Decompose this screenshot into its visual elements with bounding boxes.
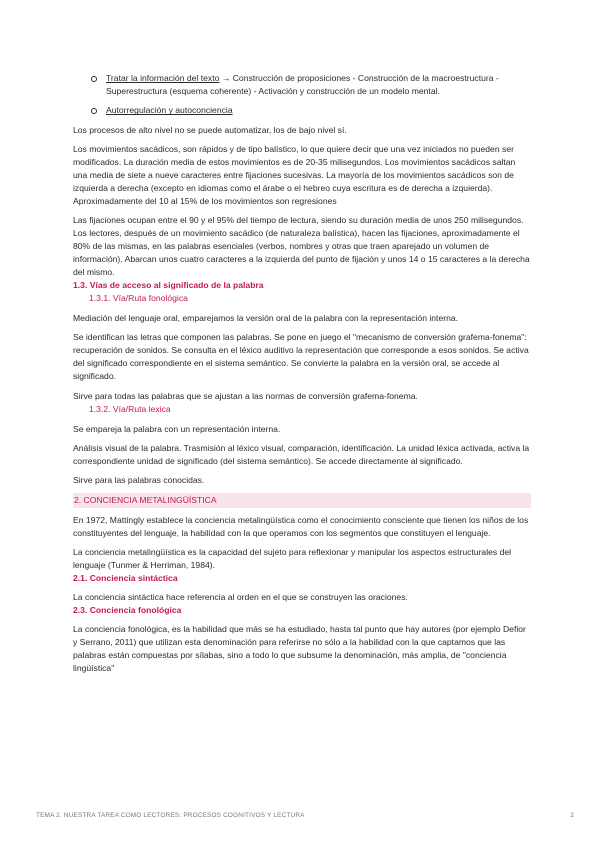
paragraph-sirve-fonologica: Sirve para todas las palabras que se ajustan a las normas de conversión grafema-fonema. (73, 390, 418, 401)
paragraph-mediacion: Mediación del lenguaje oral, emparejamos la versión oral de la palabra con la representación interna. (73, 312, 459, 323)
hollow-bullet-icon (91, 108, 97, 114)
paragraph-sacadicos: Los movimientos sacádicos, son rápidos y de tipo balístico, lo que quiere decir que una vez iniciados no pueden ser modificados. La duración media de estos movimientos es de 20-35 milisegundos. Los movimientos sacádicos saltan una media de siete a nueve caracteres entre fijaciones sucesivas. La mayoría de los movimientos sacádicos son de izquierda a derecha (excepto en idiomas como el árabe o el hebreo cuya escritura es de derecha a izquierda). Aproximadamente del 10 al 15% de los movimientos son regresiones (73, 143, 516, 206)
section-heading-1-3: 1.3. Vías de acceso al significado de la palabra (73, 279, 264, 290)
paragraph-empareja: Se empareja la palabra con un representación interna. (73, 423, 281, 434)
paragraph-fonologica: La conciencia fonológica, es la habilidad que más se ha estudiado, hasta tal punto que hay autores (por ejemplo Defior y Serrano, 2011) que utilizan esta denominación para referirse no sólo a la habilidad con la que captamos que las palabras están compuestas por sílabas, sino a todo lo que subsume la denominación, más amplia, de "conciencia (73, 623, 526, 660)
list-item (91, 104, 531, 117)
hollow-bullet-icon (91, 76, 97, 82)
section-heading-2: 2. CONCIENCIA METALINGÜÍSTICA (73, 493, 531, 508)
bullet-list (73, 72, 531, 118)
section-heading-2-1: 2.1. Conciencia sintáctica (73, 572, 178, 583)
section-heading-2-3: 2.3. Conciencia fonológica (73, 604, 182, 615)
paragraph-fonologica-end: lingüística" (73, 662, 115, 673)
paragraph-mattingly: En 1972, Mattingly establece la conciencia metalingüística como el conocimiento consciente que tienen los niños de los constituyentes del lenguaje, la habilidad con la que operamos con los segmentos que constituyen el lenguaje. (73, 514, 529, 538)
paragraph-fijaciones: Las fijaciones ocupan entre el 90 y el 95% del tiempo de lectura, siendo su duración media de unos 250 milisegundos. Los lectores, después de un movimiento sacádico (de naturaleza balística), hacen las fijaciones, aproximadamente el 80% de las mismas, en las palabras esenciales (verbos, nombres y otras que traen aparejado un volumen de información). Abarcan unos cuatro caracteres a la izquierda del punto de fijación y unos 14 o 15 caracteres a la derecha del mismo. (73, 214, 530, 277)
page-footer (36, 812, 574, 819)
paragraph-identifican: Se identifican las letras que componen las palabras. Se pone en juego el "mecanismo de conversión grafema-fonema": recuperación de sonidos. Se consulta en el léxico auditivo la representación que corresponde a esos sonidos. Se activa del significado correspondiente en el sistema semántico. Se convierte la palabra en la versión oral, se accede al significado. (73, 331, 529, 381)
paragraph-capacidad: La conciencia metalingüística es la capacidad del sujeto para reflexionar y manipular los aspectos estructurales del lenguaje (Tunmer & Herriman, 1984). (73, 546, 512, 570)
footer-title: TEMA 2. NUESTRA TAREA COMO LECTORES: PROCESOS COGNITIVOS Y LECTURA (36, 812, 305, 819)
page-content (73, 72, 531, 675)
subsection-heading-1-3-1: 1.3.1. Vía/Ruta fonológica (89, 292, 188, 303)
paragraph-analisis: Análisis visual de la palabra. Trasmisión al léxico visual, comparación, identificación. La unidad léxica activada, activa la correspondiente unidad de significado (del sistema semántico). Se accede directamente al significado. (73, 442, 530, 466)
paragraph-alto-nivel: Los procesos de alto nivel no se puede automatizar, los de bajo nivel sí. (73, 124, 347, 135)
subsection-heading-1-3-2: 1.3.2. Vía/Ruta lexica (89, 403, 171, 414)
page-number: 2 (570, 812, 574, 819)
bullet-link-text: Autorregulación y autoconciencia (106, 105, 233, 116)
bullet-link-text: Tratar la información del texto (106, 73, 220, 83)
bullet-text: → Construcción de proposiciones - Construcción de la macroestructura - Superestructura (esquema coherente) - Activación y construcción de un modelo mental. (106, 73, 499, 97)
paragraph-sirve-lexica: Sirve para las palabras conocidas. (73, 474, 205, 485)
paragraph-sintactica: La conciencia sintáctica hace referencia al orden en el que se construyen las oraciones. (73, 591, 408, 602)
list-item (91, 72, 531, 98)
